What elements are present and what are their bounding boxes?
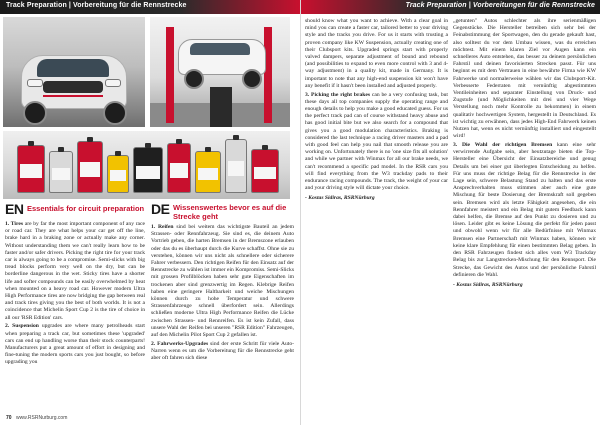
- section-title-en: Essentials for circuit preparation: [27, 204, 145, 213]
- header-bar-left: [0, 0, 300, 14]
- author-signature-de: - Kostas Sidiras, RSRNürburg: [453, 281, 523, 288]
- section-heading-en: [5, 201, 145, 221]
- photo-red-car-front: [3, 17, 145, 127]
- bottle-red-tall: [77, 141, 103, 193]
- language-code-en: EN: [5, 201, 24, 217]
- car-headlight-right: [105, 79, 121, 87]
- paragraph-tires-de: [151, 224, 294, 339]
- car-wheel-left: [23, 101, 47, 125]
- car-headlight-left: [27, 79, 43, 87]
- lifted-car-wheel-left: [184, 69, 204, 89]
- bottle-red: [17, 145, 45, 193]
- paragraph-suspension-en: [5, 323, 145, 366]
- bottle-white: [225, 139, 247, 193]
- page-footer: [6, 415, 67, 421]
- paragraph-brakes-en: [305, 92, 448, 193]
- bottle-red-3: [251, 149, 279, 193]
- lifted-car-wheel-right: [242, 69, 262, 89]
- paragraph-lead-brakes-en: 3. Picking the right brakes: [305, 91, 371, 98]
- language-code-de: DE: [151, 201, 170, 217]
- bottle-grey: [49, 151, 73, 193]
- paragraph-text-tires-en: are by far the most important component of any race or road car. They are what helps your car get off the line, brake hard in a braking zone or actually make any corner. Without understanding them we can't really learn how to be faster and/or safer drivers. Picking the right tire for your track car is always going to be a compromise. Semi-slicks with big tread blocks perform very well on the dry, but can be borderline dangerous in the wet. Sticky tires have a shorter life and softer compounds can be easily overwhelmed by heat when mounted on a heavy road car. However modern Ultra High Performance tires are now bridging the gap between real and track tires giving you the best of both worlds. It is not a coincidence that Michelin Sport Cup 2 is the tire of choice in all our 'RSR Edition' cars.: [5, 221, 145, 321]
- article-column-en-2: [305, 18, 448, 416]
- paragraph-brakes-de: [453, 142, 596, 279]
- photo-fluid-bottles: [3, 131, 290, 199]
- car-grille-stripe: [43, 95, 103, 97]
- workshop-stand: [210, 87, 232, 127]
- lift-post-left: [166, 27, 174, 123]
- paragraph-text-suspension-en: upgrades are where many petrolheads start when preparing a track car, but sometimes these 'upgraded' cars can end up handling worse than their stock counterparts! Manufacturers put a great amount of effort in designing and fine-tuning the modern sports cars you just bought, so before upgrading you: [5, 323, 145, 366]
- paragraph-lead-tires-en: 1. Tires: [5, 221, 24, 227]
- car-windshield-shape: [37, 59, 109, 77]
- car-grille-shape: [43, 81, 103, 93]
- paragraph-text-brakes-de: kann eine sehr verwirrende Aufgabe sein, aber heutzutage bieten die Top-Hersteller eine Übersicht der Einsatzbereiche und genug Details um bei einer gut überlegten Entscheidung zu helfen. Für uns muss der richtige Belag für die Rennstrecke in der Lage sein, schwere Belastung Stand zu halten und das erste Ansprechverhalten muss stimmen aber auch eine gute Mischung für beste Dosierung der Bremskraft soll gegeben sein. Bremsen wird als letzte Fähigkeit angesehen, die ein Rennfahrer meistert und ein Belag mit gutem Feedback kann dabei helfen, die Bremse auf den Punkt zu dosieren und zu lösen. Leider gibt es keine Lösung die perfekt für jeden passt und obwohl wenn wir für alle Bedürfnisse mit Winmax Bremsen eine Partnerschaft mit Winmax haben, können wir keine klare Empfehlung für einen bestimmten Belag geben. In den RSR Fahrzeugen findest sich alles vom W3 Trackday Belag bis zur Langstrecken-Mischung für den Rennsport. Die Strecke, das Gewicht des Autos und der persönliche Fahrstil definieren die Wahl.: [453, 142, 596, 278]
- section-heading-de: [151, 201, 295, 223]
- article-column-de-1: [151, 224, 294, 412]
- paragraph-text-tires-de: sind bei weitem das wichtigste Bauteil an jedem Strassen- oder Rennfahrzeug. Sie sind es, die deinem Auto Vortrieb geben, die harten Bremsen in der Bremszone erlauben oder das du es überhaupt durch die Kurve schaffst. Ohne sie zu verstehen, können wir uns nicht als schnellere oder sicherere Fahrer verbessern. Den richtigen Reifen für den Einsatz auf der Rennstrecke zu wählen ist immer ein Kompromiss. Semi-Slicks mit grossen Profilblöcken haben sehr gute Eigenschaften im trockenen aber sind grenzwertig im Regen. Klebrige Reifen haben eine geringere Haltbarkeit und weiche Mischungen können durch zu hohe Temperatur und schwere Strassenfahrzeuge schnell überfordert sein. Allerdings schließen moderne Ultra High Performance Reifen die Lücke zwischen Strassen- und Rennreifen. Es ist kein Zufall, dass unsere Wahl der Reifen bei unseren "RSR Edition" Fahrzeugen, auf den Michelin Pilot Sport Cup 2 gefallen ist.: [151, 224, 294, 339]
- paragraph-lead-brakes-de: 3. Die Wahl der richtigen Bremsen: [453, 142, 553, 149]
- author-signature-en: - Kostas Sidiras, RSRNürburg: [305, 195, 375, 202]
- article-column-en-1: [5, 221, 145, 411]
- section-title-de: Wissenswertes bevor es auf die Strecke geht: [173, 203, 287, 221]
- lifted-car-window: [190, 43, 250, 55]
- paragraph-text-suspension-cont-en: should know what you want to achieve. With a clear goal in mind you can create a faster car, tailored better to your driving style and the tracks you drive. For us it starts with trusting a proven company like KW Suspension, actually creating one of their Clubsport kits. Upgraded springs start with properly valved dampers, separate adjustment of bound and rebound (and possibilities to expand to even more control with 3 and 4-way adjustment) in a quality kit, made in Germany. It is important to note that any high-end suspension kit won't have any benefit if it hasn't been installed and adjusted properly.: [305, 18, 448, 89]
- paragraph-suspension-cont-en: [305, 18, 448, 90]
- article-column-de-2: [453, 18, 596, 416]
- paragraph-suspension-cont-de: [453, 18, 596, 140]
- paragraph-lead-suspension-de: 2. Fahrwerks-Upgrades: [151, 340, 209, 347]
- paragraph-lead-suspension-en: 2. Suspension: [5, 323, 39, 330]
- lift-post-right: [264, 27, 272, 123]
- header-bar-right: [301, 0, 600, 14]
- paragraph-text-suspension-cont-de: „getunten" Autos schlechter als ihre serienmäßigen Gegenstücke. Die Hersteller betreiben sich sehr bei der Feinabstimmung der Sportwagen, den du gerade gekauft hast, also solltest du vor dem Umbau wissen, was du erreichen möchtest. Mit einem klaren Ziel vor Augen kann ein schnelleres Auto entstehen, das besser zu deinem persönlichen Fahrstil und deinen favorisierten Strecken passt. Für uns beginnt es mit dem Vertrauen in eine bewährte Firma wie KW Fahrwerke und normalerweise wählen wir das Clubsport-Kit. Verbesserte Federraten mit vernünftig abgestimmten Ventileinheiten und separater Einstellung von Druck- und Zugstufe (und Möglichkeiten mit drei und vier Wege Verstellung noch mehr Kontrolle zu bekommen) in einem qualitativ hochwertigen System, hergestellt in Deutschland. Es ist wichtig zu erwähnen, dass jedes High-End Fahrwerk keinen Nutzen hat, wenn es nicht vernünftig installiert und eingestellt wird!: [453, 18, 596, 140]
- bottle-black: [133, 147, 163, 193]
- paragraph-text-suspension-de: sind der erste Schritt für viele Auto-Narren wenn es um die Vorbereitung für die Rennstrecke geht aber oft fahren sich diese: [151, 340, 294, 362]
- bottle-red-2: [167, 143, 191, 193]
- paragraph-text-brakes-en: can be a very confusing task, but these days all top companies supply the operating range and enough details to help you make a good educated guess. For us the perfect track pad can of course withstand heavy abuse and has good initial bite but we also search for a compound that gives you a good modulation characteristics. Braking is considered the last technique a racing driver masters and a pad with good feel can help you nail that smooth release you are working on. Unfortunately there is no 'one size fits all solution' and while we partner with Winmax for all our brake needs, we can't recommend a specific pad model. In the RSR cars you will find everything from the W3 trackday pads to their endurance racing compounds. The track, the weight of your car and your driving style will dictate your choice.: [305, 91, 448, 192]
- paragraph-suspension-de: [151, 341, 294, 363]
- bottle-yellow: [107, 155, 129, 193]
- running-header-right: Track Preparation | Vorbereitungen für die Rennstrecke: [405, 2, 595, 9]
- page-number: 70: [6, 415, 12, 421]
- running-header-left: Track Preparation | Vorbereitung für die Rennstrecke: [6, 2, 187, 9]
- footer-website: www.RSRNurburg.com: [15, 415, 68, 421]
- right-page: [300, 0, 600, 425]
- car-wheel-right: [103, 101, 127, 125]
- paragraph-tires-en: [5, 221, 145, 322]
- paragraph-lead-tires-de: 1. Reifen: [151, 224, 174, 230]
- bottle-yellow-2: [195, 151, 221, 193]
- photo-car-on-lift: [150, 17, 290, 127]
